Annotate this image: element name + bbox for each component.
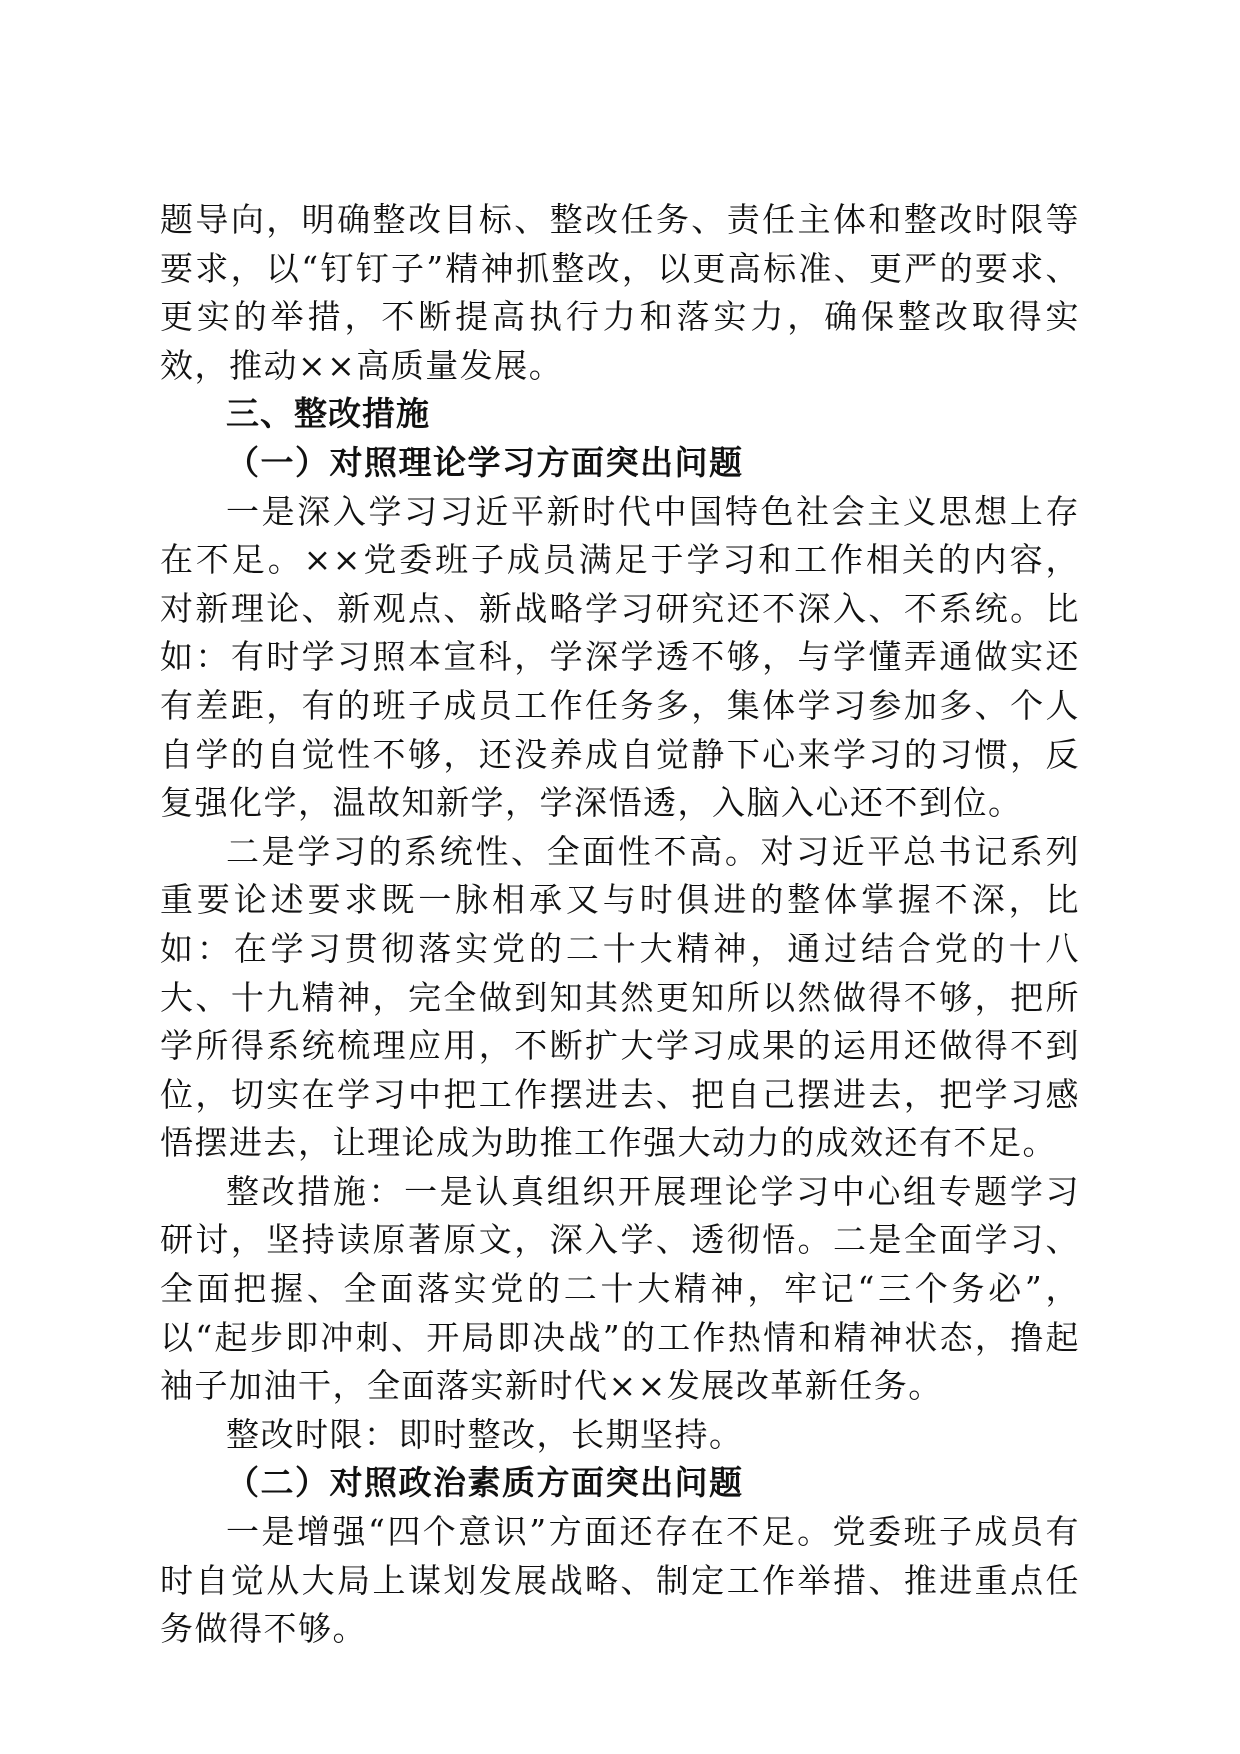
section-heading-rectification-measures: 三、整改措施 [226, 394, 430, 434]
paragraph-deadline-theory: 整改时限：即时整改，长期坚持。 [226, 1414, 744, 1454]
subsection-heading-theory-study: （一）对照理论学习方面突出问题 [226, 442, 744, 482]
document-body [160, 196, 1080, 1654]
subsection-heading-political-quality: （二）对照政治素质方面突出问题 [226, 1463, 744, 1503]
paragraph-issue-theory-1: 一是深入学习习近平新时代中国特色社会主义思想上存在不足。××党委班子成员满足于学习和工作相关的内容，对新理论、新观点、新战略学习研究还不深入、不系统。比如：有时学习照本宣科，学深学透不够，与学懂弄通做实还有差距，有的班子成员工作任务多，集体学习参加多、个人自学的自觉性不够，还没养成自觉静下心来学习的习惯，反复强化学，温故知新学，学深悟透，入脑入心还不到位。 [160, 491, 1080, 823]
paragraph-measures-theory: 整改措施：一是认真组织开展理论学习中心组专题学习研讨，坚持读原著原文，深入学、透彻悟。二是全面学习、全面把握、全面落实党的二十大精神，牢记“三个务必”，以“起步即冲刺、开局即决战”的工作热情和精神状态，撸起袖子加油干，全面落实新时代××发展改革新任务。 [160, 1171, 1080, 1406]
paragraph-intro-continuation: 题导向，明确整改目标、整改任务、责任主体和整改时限等要求，以“钉钉子”精神抓整改，以更高标准、更严的要求、更实的举措，不断提高执行力和落实力，确保整改取得实效，推动××高质量发展。 [160, 200, 1080, 385]
paragraph-issue-political-1: 一是增强“四个意识”方面还存在不足。党委班子成员有时自觉从大局上谋划发展战略、制定工作举措、推进重点任务做得不够。 [160, 1512, 1080, 1649]
paragraph-issue-theory-2: 二是学习的系统性、全面性不高。对习近平总书记系列重要论述要求既一脉相承又与时俱进的整体掌握不深，比如：在学习贯彻落实党的二十大精神，通过结合党的十八大、十九精神，完全做到知其然更知所以然做得不够，把所学所得系统梳理应用，不断扩大学习成果的运用还做得不到位，切实在学习中把工作摆进去、把自己摆进去，把学习感悟摆进去，让理论成为助推工作强大动力的成效还有不足。 [160, 831, 1080, 1163]
